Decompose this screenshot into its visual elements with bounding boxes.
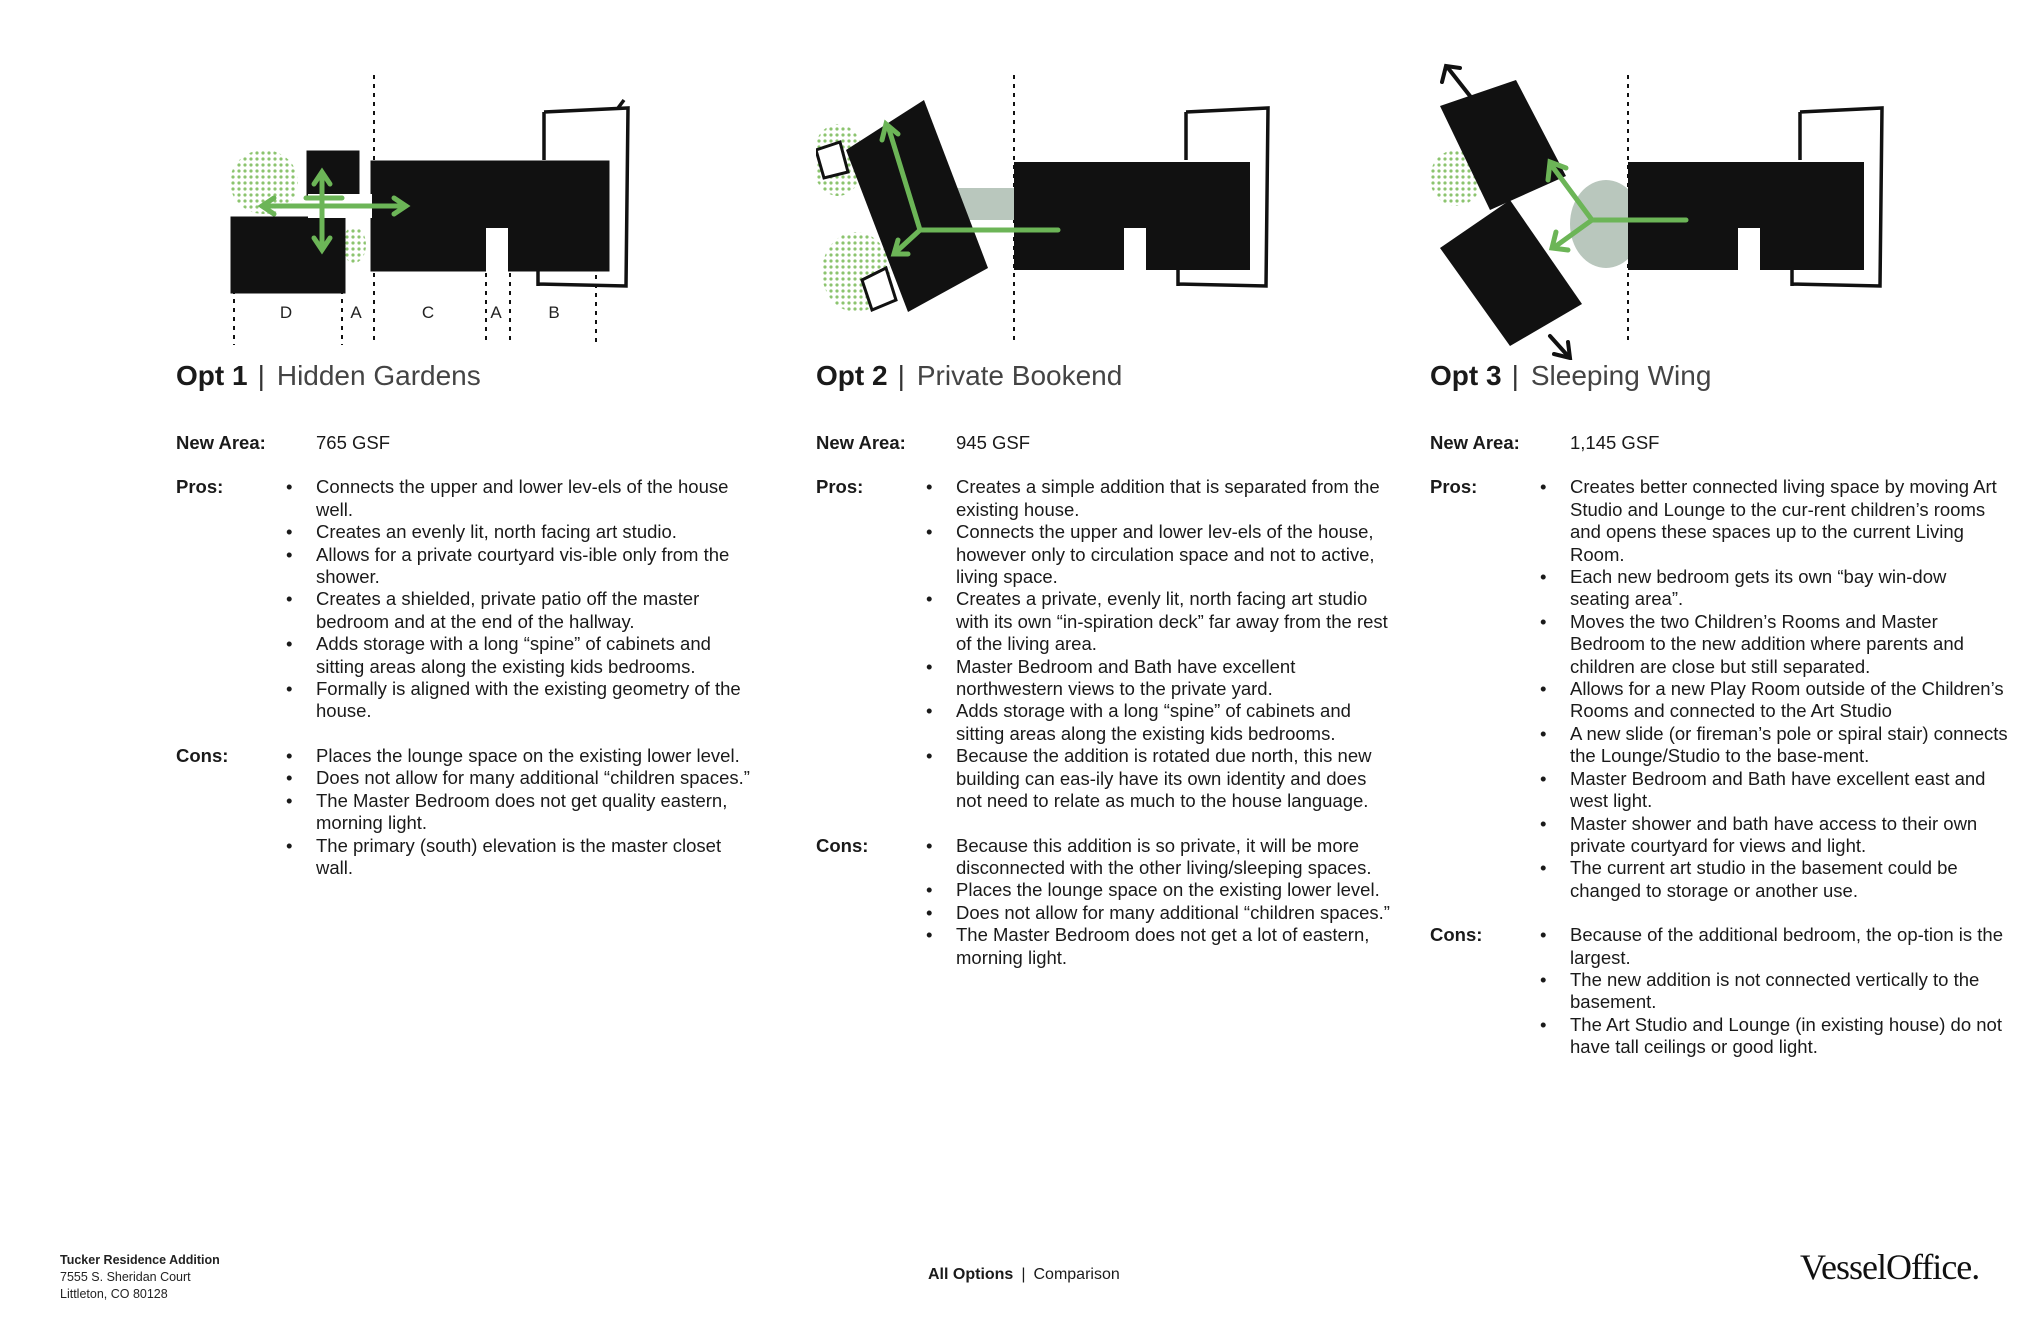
new-area-row [816,432,1396,454]
sheet-title-main: All Options [928,1266,1014,1283]
option-title: Opt 2 | Private Bookend [816,360,1123,391]
notch [1124,228,1146,272]
list-item: • The Art Studio and Lounge (in existing house) do not have tall ceilings or good light. [1570,1014,2010,1059]
pros-label: Pros: [176,476,224,498]
list-item: • Does not allow for many additional “children spaces.” [316,767,756,789]
option-title: Opt 3 | Sleeping Wing [1430,360,1712,391]
cons-row [816,835,1396,969]
zone-label: A [350,303,362,322]
option-number: Opt 3 [1430,360,1502,391]
list-item: • Connects the upper and lower lev-els of the house, however only to circulation space and not to active, living space. [956,521,1396,588]
new-area-value: 945 GSF [956,432,1031,453]
list-item: • The current art studio in the basement could be changed to storage or another use. [1570,857,2010,902]
list-item: • Because the addition is rotated due north, this new building can eas-ily have its own identity and does not need to relate as much to the house language. [956,745,1396,812]
cons-list [956,835,1396,969]
firm-logo: VesselOffice. [1800,1247,1980,1287]
list-item: • Creates a private, evenly lit, north facing art studio with its own “in-spiration deck” far away from the rest of the living area. [956,588,1396,655]
project-info [60,1252,220,1303]
pros-list [956,476,1396,812]
list-item: • Formally is aligned with the existing geometry of the house. [316,678,756,723]
pros-list [316,476,756,722]
pros-list [1570,476,2010,902]
option-info [1430,432,2010,1059]
zone-label: D [279,303,293,322]
new-area-label: New Area: [816,432,906,453]
option-info [176,432,756,879]
list-item: • Adds storage with a long “spine” of cabinets and sitting areas along the existing kids bedrooms. [316,633,756,678]
list-item: • Because of the additional bedroom, the op-tion is the largest. [1570,924,2010,969]
option-number: Opt 2 [816,360,888,391]
list-item: • The primary (south) elevation is the master closet wall. [316,835,756,880]
pros-label: Pros: [816,476,864,498]
list-item: • Creates a simple addition that is separated from the existing house. [956,476,1396,521]
cons-row [176,745,756,879]
list-item: • Each new bedroom gets its own “bay win-dow seating area”. [1570,566,2010,611]
option-3-column [1430,0,2010,1210]
list-item: • A new slide (or fireman’s pole or spiral stair) connects the Lounge/Studio to the base-ment. [1570,723,2010,768]
zone-label: B [548,303,560,322]
list-item: • Connects the upper and lower lev-els of the house well. [316,476,756,521]
new-area-row [1430,432,2010,454]
cons-row [1430,924,2010,1058]
option-number: Opt 1 [176,360,248,391]
new-area-value: 765 GSF [316,432,391,453]
list-item: • Because this addition is so private, it will be more disconnected with the other living/sleeping spaces. [956,835,1396,880]
option-1-diagram [176,60,696,360]
notch [1738,228,1760,272]
address-line-2: Littleton, CO 80128 [60,1287,168,1301]
new-area-value: 1,145 GSF [1570,432,1660,453]
option-1-column [176,0,756,1210]
list-item: • The Master Bedroom does not get a lot of eastern, morning light. [956,924,1396,969]
cons-list [316,745,756,879]
option-name: Sleeping Wing [1530,360,1712,391]
cons-label: Cons: [816,834,869,856]
list-item: • Moves the two Children’s Rooms and Master Bedroom to the new addition where parents and children are close but still separated. [1570,611,2010,678]
pros-label: Pros: [1430,476,1478,498]
sheet-title-sub: Comparison [1033,1266,1120,1283]
zone-label: A [490,303,502,322]
list-item: • Creates a shielded, private patio off the master bedroom and at the end of the hallway. [316,588,756,633]
list-item: • Creates an evenly lit, north facing art studio. [316,521,756,543]
cons-list [1570,924,2010,1058]
option-info [816,432,1396,969]
list-item: • Adds storage with a long “spine” of cabinets and sitting areas along the existing kids bedrooms. [956,700,1396,745]
list-item: • Master Bedroom and Bath have excellent east and west light. [1570,768,2010,813]
addition-mass [1440,200,1582,346]
pros-row [1430,476,2010,902]
list-item: • Allows for a new Play Room outside of the Children’s Rooms and connected to the Art Studio [1570,678,2010,723]
list-item: • Places the lounge space on the existing lower level. [956,879,1396,901]
list-item: • Allows for a private courtyard vis-ible only from the shower. [316,544,756,589]
option-3-diagram [1430,60,1950,360]
address-line-1: 7555 S. Sheridan Court [60,1270,191,1284]
project-name: Tucker Residence Addition [60,1253,220,1267]
list-item: • Does not allow for many additional “children spaces.” [956,902,1396,924]
list-item: • The new addition is not connected vertically to the basement. [1570,969,2010,1014]
list-item: • Creates better connected living space by moving Art Studio and Lounge to the cur-rent children’s rooms and opens these spaces up to the current Living Room. [1570,476,2010,566]
new-area-label: New Area: [176,432,266,453]
option-title: Opt 1 | Hidden Gardens [176,360,481,391]
option-name: Hidden Gardens [276,360,481,391]
sheet-title-separator: | [1021,1266,1026,1283]
new-area-label: New Area: [1430,432,1520,453]
option-name: Private Bookend [916,360,1123,391]
pros-row [176,476,756,722]
list-item: • Master Bedroom and Bath have excellent northwestern views to the private yard. [956,656,1396,701]
garden-blob [342,227,366,263]
option-2-diagram [816,60,1336,360]
list-item: • The Master Bedroom does not get quality eastern, morning light. [316,790,756,835]
pros-row [816,476,1396,812]
notch [486,228,508,272]
cons-label: Cons: [176,744,229,766]
sheet-title [928,1266,1120,1284]
list-item: • Master shower and bath have access to their own private courtyard for views and light. [1570,813,2010,858]
cons-label: Cons: [1430,924,1483,946]
option-2-column [816,0,1396,1210]
new-area-row [176,432,756,454]
zone-label: C [421,303,435,322]
list-item: • Places the lounge space on the existing lower level. [316,745,756,767]
